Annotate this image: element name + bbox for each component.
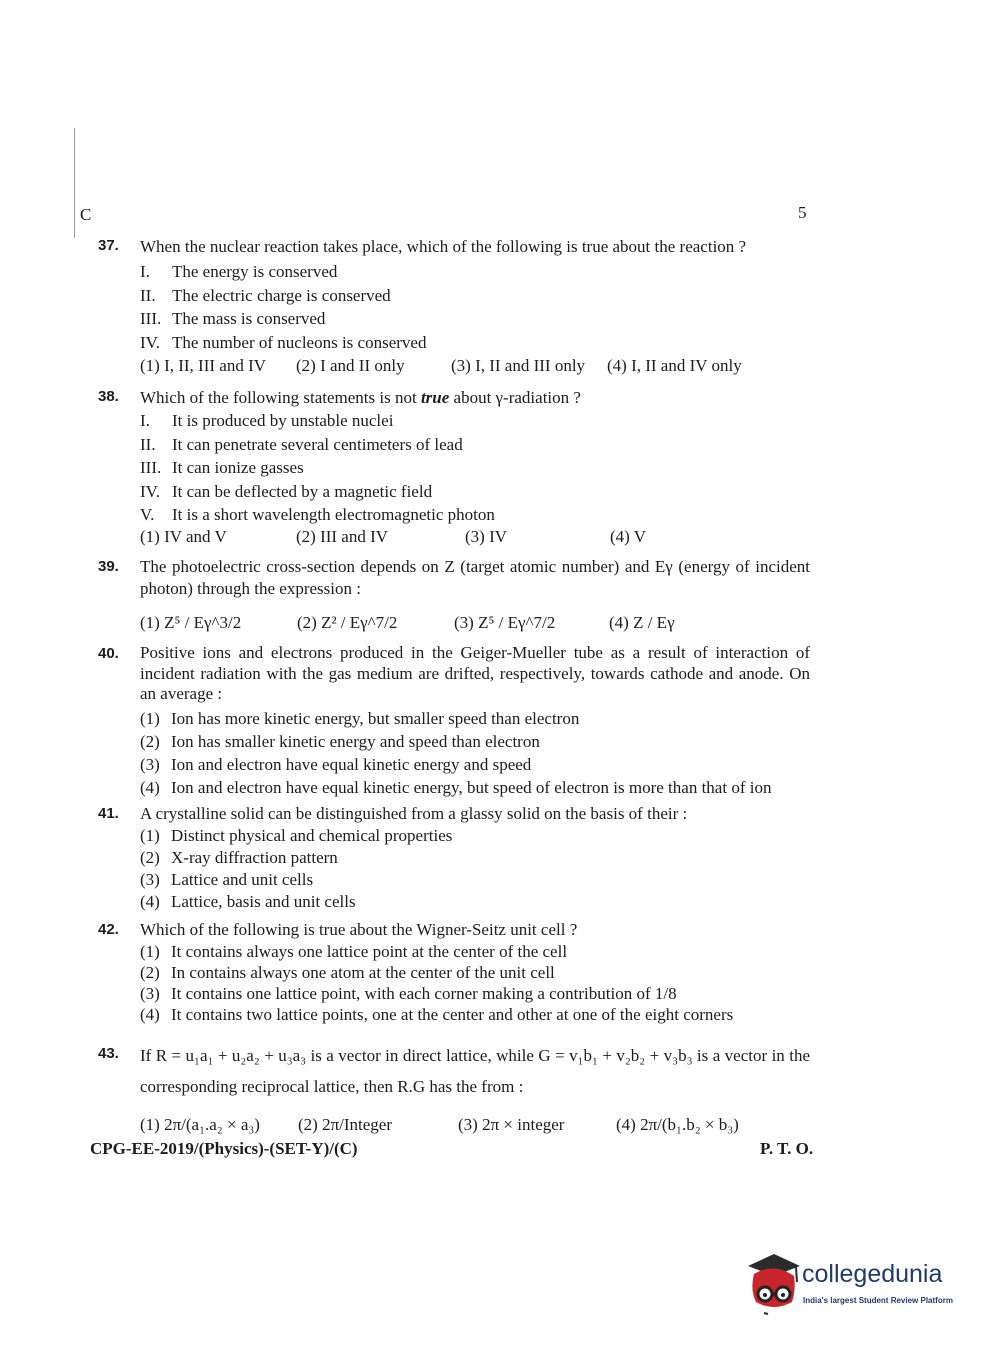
question-42 bbox=[98, 919, 810, 1025]
paper-code: CPG-EE-2019/(Physics)-(SET-Y)/(C) bbox=[90, 1139, 358, 1158]
question-text: The photoelectric cross-section depends on Z (target atomic number) and Eγ (energy of incident photon) through the expression : bbox=[140, 557, 810, 598]
option: (3) Lattice and unit cells bbox=[140, 870, 314, 889]
statement: III. The mass is conserved bbox=[140, 309, 326, 328]
question-text: Which of the following is true about the Wigner-Seitz unit cell ? bbox=[140, 920, 578, 939]
question-43 bbox=[98, 1040, 810, 1138]
option: (2) 2π/Integer bbox=[298, 1115, 393, 1134]
pto-label: P. T. O. bbox=[760, 1139, 814, 1158]
question-number: 43. bbox=[98, 1045, 119, 1062]
option: (3) Z⁵ / Eγ^7/2 bbox=[454, 613, 556, 632]
question-number: 42. bbox=[98, 921, 119, 938]
question-number: 37. bbox=[98, 237, 119, 254]
question-number: 41. bbox=[98, 805, 119, 822]
question-number: 39. bbox=[98, 558, 119, 575]
option: (1) Distinct physical and chemical properties bbox=[140, 826, 453, 845]
option: (2) I and II only bbox=[296, 356, 405, 375]
option: (2) Z² / Eγ^7/2 bbox=[297, 613, 398, 632]
option: (1) It contains always one lattice point at the center of the cell bbox=[140, 942, 568, 961]
option: (3) Ion and electron have equal kinetic energy and speed bbox=[140, 754, 532, 774]
brand-name: collegedunia bbox=[802, 1260, 943, 1288]
statement: IV. It can be deflected by a magnetic field bbox=[140, 481, 433, 501]
statement: I. It is produced by unstable nuclei bbox=[140, 411, 394, 430]
options-row bbox=[140, 354, 810, 378]
statement: I. The energy is conserved bbox=[140, 262, 338, 281]
option: (4) V bbox=[610, 526, 647, 546]
mascot-icon bbox=[744, 1250, 802, 1320]
question-text: A crystalline solid can be distinguished from a glassy solid on the basis of their : bbox=[140, 804, 688, 823]
set-letter: C bbox=[80, 205, 92, 224]
question-40 bbox=[98, 643, 810, 799]
question-number: 38. bbox=[98, 388, 119, 405]
brand-tagline: India's largest Student Review Platform bbox=[803, 1296, 953, 1305]
question-38 bbox=[98, 387, 810, 549]
option: (4) Z / Eγ bbox=[609, 613, 675, 632]
page-number: 5 bbox=[798, 203, 807, 222]
question-number: 40. bbox=[98, 645, 119, 662]
option: (4) I, II and IV only bbox=[607, 356, 742, 375]
option: (2) In contains always one atom at the center of the unit cell bbox=[140, 963, 555, 982]
option: (2) Ion has smaller kinetic energy and speed than electron bbox=[140, 731, 540, 751]
option: (4) Lattice, basis and unit cells bbox=[140, 892, 356, 911]
option: (4) Ion and electron have equal kinetic energy, but speed of electron is more than that of ion bbox=[140, 777, 772, 797]
question-text: If R = u₁a₁ + u₂a₂ + u₃a₃ is a vector in direct lattice, while G = v₁b₁ + v₂b₂ + v₃b₃ is a vector in the corresponding reciprocal lattice, then R.G has the from : bbox=[140, 1046, 810, 1096]
option: (1) I, II, III and IV bbox=[140, 356, 267, 375]
option: (1) IV and V bbox=[140, 526, 227, 546]
option: (4) It contains two lattice points, one at the center and other at one of the eight corners bbox=[140, 1005, 734, 1024]
statement: IV. The number of nucleons is conserved bbox=[140, 332, 427, 352]
option: (4) 2π/(b₁.b₂ × b₃) bbox=[616, 1115, 739, 1134]
collegedunia-logo bbox=[744, 1250, 974, 1320]
option: (1) Z⁵ / Eγ^3/2 bbox=[140, 613, 242, 632]
question-text: Positive ions and electrons produced in the Geiger-Mueller tube as a result of interaction of incident radiation with the gas medium are drifted, respectively, towards cathode and anode. On an average : bbox=[140, 643, 810, 703]
statement: III. It can ionize gasses bbox=[140, 458, 304, 477]
option: (3) I, II and III only bbox=[451, 356, 586, 375]
options-row bbox=[140, 525, 810, 549]
options-row bbox=[140, 608, 810, 638]
option: (1) 2π/(a₁.a₂ × a₃) bbox=[140, 1115, 260, 1134]
option: (2) X-ray diffraction pattern bbox=[140, 848, 338, 867]
margin-line bbox=[74, 128, 75, 238]
question-41 bbox=[98, 803, 810, 913]
option: (3) It contains one lattice point, with each corner making a contribution of 1/8 bbox=[140, 984, 677, 1003]
question-37 bbox=[98, 236, 810, 378]
statement: II. The electric charge is conserved bbox=[140, 285, 391, 305]
statement: II. It can penetrate several centimeters of lead bbox=[140, 434, 463, 454]
question-text: Which of the following statements is not true about γ-radiation ? bbox=[140, 388, 581, 407]
options-row bbox=[140, 1112, 810, 1138]
option: (2) III and IV bbox=[296, 526, 389, 546]
option: (1) Ion has more kinetic energy, but smaller speed than electron bbox=[140, 708, 580, 728]
question-39 bbox=[98, 556, 810, 638]
option: (3) IV bbox=[465, 526, 508, 546]
question-text: When the nuclear reaction takes place, which of the following is true about the reaction ? bbox=[140, 237, 747, 256]
option: (3) 2π × integer bbox=[458, 1115, 565, 1134]
statement: V. It is a short wavelength electromagnetic photon bbox=[140, 505, 495, 524]
